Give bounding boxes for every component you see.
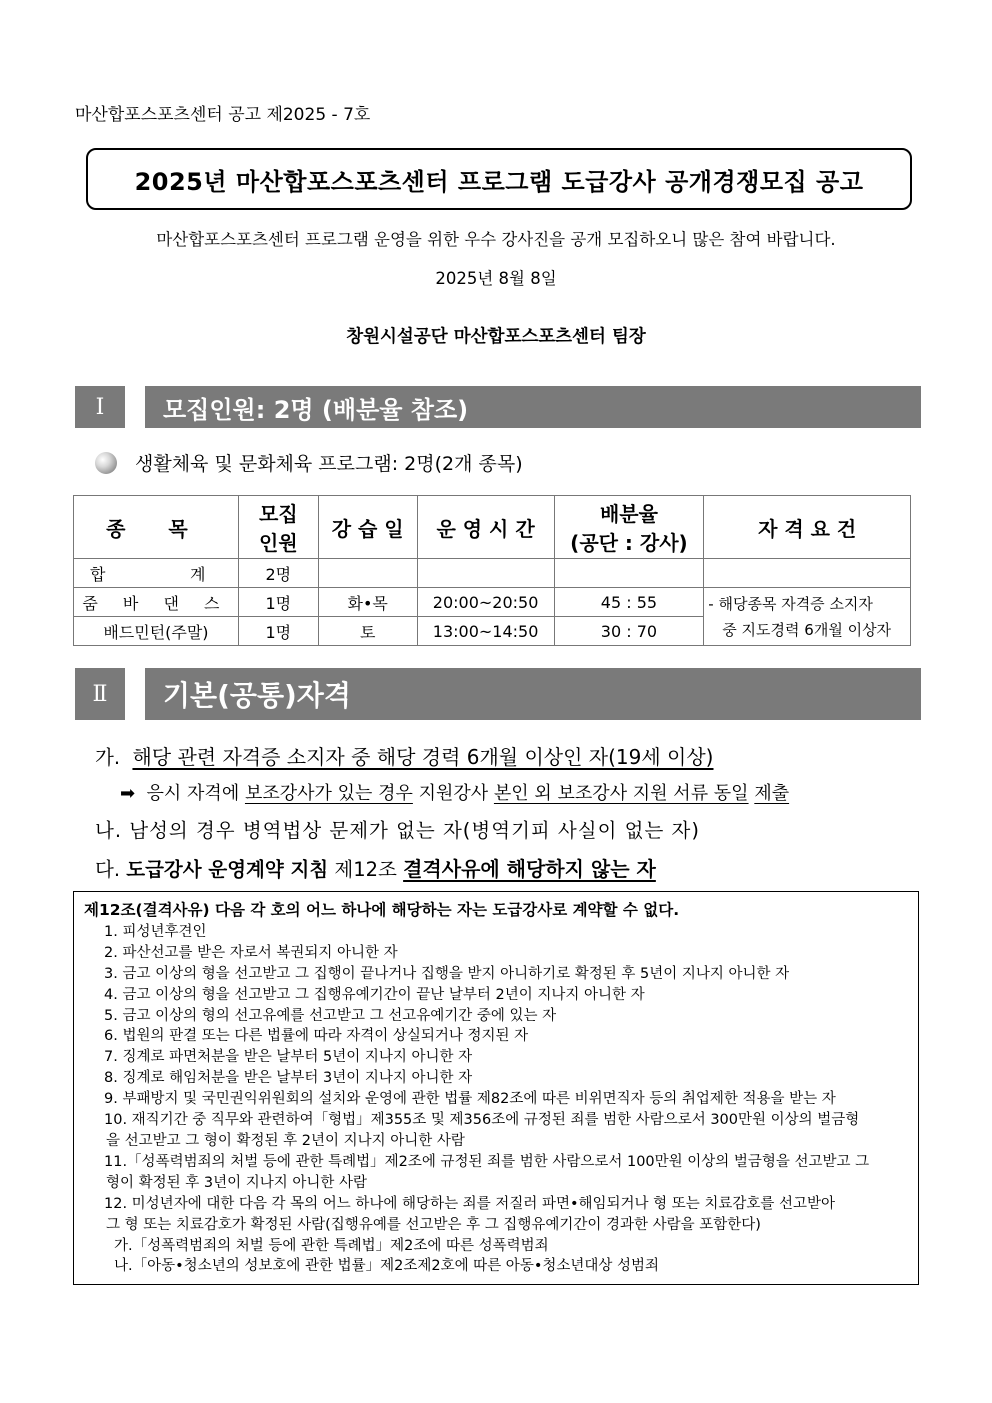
law-item: 4. 금고 이상의 형을 선고받고 그 집행유예기간이 끝난 날부터 2년이 지나지 아니한 자 — [104, 986, 645, 1003]
requirement-arrow-note: ➡ 응시 자격에 보조강사가 있는 경우 지원강사 본인 외 보조강사 지원 서류 동일 제출 — [120, 783, 790, 804]
row-item: 줌 바 댄 스 — [74, 588, 239, 617]
arrow-right-icon: ➡ — [120, 783, 136, 804]
row-day: 토 — [318, 617, 417, 646]
header-item: 종 목 — [74, 496, 239, 559]
law-item: 12. 미성년자에 대한 다음 각 목의 어느 하나에 해당하는 죄를 저질러 파면•해임되거나 형 또는 치료감호를 선고받아 — [104, 1195, 836, 1212]
requirement-ga-text: 해당 관련 자격증 소지자 중 해당 경력 6개월 이상인 자(19세 이상) — [132, 745, 714, 769]
law-item: 10. 재직기간 중 직무와 관련하여「형법」제355조 및 제356조에 규정된 죄를 범한 사람으로서 300만원 이상의 벌금형 — [104, 1112, 860, 1129]
law-item: 3. 금고 이상의 형을 선고받고 그 집행이 끝나거나 집행을 받지 아니하기로 확정된 후 5년이 지나지 아니한 자 — [104, 965, 790, 982]
law-item-continued: 형이 확정된 후 3년이 지나지 아니한 사람 — [106, 1174, 367, 1191]
intro-text: 마산합포스포츠센터 프로그램 운영을 위한 우수 강사진을 공개 모집하오니 많은 참여 바랍니다. — [156, 230, 836, 249]
row-item: 배드민턴(주말) — [74, 617, 239, 646]
header-qualification: 자 격 요 건 — [704, 496, 911, 559]
program-summary-text: 생활체육 및 문화체육 프로그램: 2명(2개 종목) — [135, 453, 523, 475]
notice-number: 마산합포스포츠센터 공고 제2025 - 7호 — [75, 105, 371, 125]
header-count: 모집 인원 — [238, 496, 318, 559]
section-1-title: 모집인원: 2명 (배분율 참조) — [145, 386, 921, 428]
table-row — [74, 588, 911, 617]
signatory: 창원시설공단 마산합포스포츠센터 팀장 — [346, 327, 646, 347]
law-sub-item: 나.「아동•청소년의 성보호에 관한 법률」제2조제2호에 따른 아동•청소년대상 성범죄 — [114, 1258, 660, 1275]
section-1-number: Ⅰ — [75, 386, 125, 428]
requirement-na: 나. 남성의 경우 병역법상 문제가 없는 자(병역기피 사실이 없는 자) — [95, 819, 700, 842]
law-item-continued: 을 선고받고 그 형이 확정된 후 2년이 지나지 아니한 사람 — [106, 1132, 465, 1149]
section-2-title: 기본(공통)자격 — [145, 668, 921, 720]
header-ratio: 배분율 (공단 : 강사) — [554, 496, 704, 559]
row-count: 1명 — [238, 588, 318, 617]
section-2-number: Ⅱ — [75, 668, 125, 720]
law-item: 8. 징계로 해임처분을 받은 날부터 3년이 지나지 아니한 자 — [104, 1070, 473, 1087]
law-item: 11.「성폭력범죄의 처벌 등에 관한 특례법」제2조에 규정된 죄를 범한 사람으로서 100만원 이상의 벌금형을 선고받고 그 — [104, 1153, 870, 1170]
row-day: 화•목 — [318, 588, 417, 617]
table-header-row — [74, 496, 911, 559]
notice-date: 2025년 8월 8일 — [435, 269, 557, 288]
total-count: 2명 — [238, 559, 318, 588]
row-qualification: - 해당종목 자격증 소지자 중 지도경력 6개월 이상자 — [704, 588, 911, 646]
law-item: 7. 징계로 파면처분을 받은 날부터 5년이 지나지 아니한 자 — [104, 1049, 473, 1066]
law-item-continued: 그 형 또는 치료감호가 확정된 사람(집행유예를 선고받은 후 그 집행유예기간이 경과한 사람을 포함한다) — [106, 1216, 761, 1233]
row-ratio: 30 : 70 — [554, 617, 704, 646]
law-item: 5. 금고 이상의 형의 선고유예를 선고받고 그 선고유예기간 중에 있는 자 — [104, 1007, 557, 1024]
bullet-ball-icon — [95, 452, 117, 474]
page-title: 2025년 마산합포스포츠센터 프로그램 도급강사 공개경쟁모집 공고 — [86, 148, 912, 210]
row-ratio: 45 : 55 — [554, 588, 704, 617]
row-time: 13:00~14:50 — [417, 617, 554, 646]
law-item: 1. 피성년후견인 — [104, 923, 207, 940]
law-item: 9. 부패방지 및 국민권익위원회의 설치와 운영에 관한 법률 제82조에 따른 비위면직자 등의 취업제한 적용을 받는 자 — [104, 1091, 836, 1108]
header-time: 운 영 시 간 — [417, 496, 554, 559]
law-item: 6. 법원의 판결 또는 다른 법률에 따라 자격이 상실되거나 정지된 자 — [104, 1028, 529, 1045]
requirement-da: 다. 도급강사 운영계약 지침 제12조 결격사유에 해당하지 않는 자 — [95, 857, 656, 881]
law-sub-item: 가.「성폭력범죄의 처벌 등에 관한 특례법」제2조에 따른 성폭력범죄 — [114, 1237, 549, 1254]
row-count: 1명 — [238, 617, 318, 646]
law-item: 2. 파산선고를 받은 자로서 복권되지 아니한 자 — [104, 944, 398, 961]
law-heading: 제12조(결격사유) 다음 각 호의 어느 하나에 해당하는 자는 도급강사로 계약할 수 없다. — [84, 901, 680, 919]
row-time: 20:00~20:50 — [417, 588, 554, 617]
total-label: 합 계 — [74, 559, 239, 588]
program-table — [73, 495, 911, 646]
header-day: 강 습 일 — [318, 496, 417, 559]
program-summary — [95, 449, 523, 476]
disqualification-box — [73, 891, 919, 1285]
requirement-ga: 가. 해당 관련 자격증 소지자 중 해당 경력 6개월 이상인 자(19세 이상) — [95, 745, 714, 769]
table-row-total — [74, 559, 911, 588]
